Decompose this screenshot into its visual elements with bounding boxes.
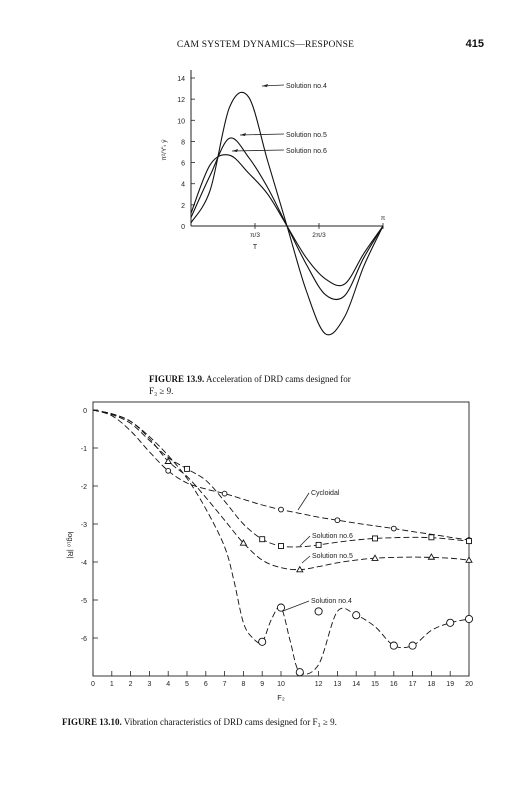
running-header: CAM SYSTEM DYNAMICS—RESPONSE bbox=[176, 40, 355, 50]
plot-frame bbox=[93, 402, 469, 676]
annotation-leader bbox=[302, 556, 310, 563]
series-annotation: Solution no.5 bbox=[286, 132, 327, 139]
x-tick-label: 18 bbox=[427, 681, 436, 688]
data-point bbox=[428, 554, 434, 559]
y-tick-label: 0 bbox=[83, 408, 87, 415]
annotation-leader bbox=[300, 536, 310, 546]
data-point bbox=[296, 669, 303, 676]
x-tick-label: 15 bbox=[371, 681, 379, 688]
data-point bbox=[260, 537, 265, 542]
series-annotation: Solution no.6 bbox=[286, 148, 327, 155]
x-tick-label: 3 bbox=[147, 681, 152, 688]
series-annotation: Solution no.4 bbox=[286, 83, 327, 90]
y-tick-label: -6 bbox=[80, 636, 87, 643]
x-tick-label: 2 bbox=[128, 681, 133, 688]
data-point bbox=[447, 619, 454, 626]
data-point bbox=[222, 491, 227, 496]
x-tick-label: 10 bbox=[277, 681, 285, 688]
series-annotation: Solution no.4 bbox=[311, 598, 352, 605]
data-point bbox=[390, 642, 397, 649]
x-tick-label: 12 bbox=[314, 681, 323, 688]
figure-13-9-caption bbox=[149, 373, 399, 397]
x-tick-label: 5 bbox=[185, 681, 189, 688]
data-point bbox=[409, 642, 416, 649]
series-annotation: Solution no.6 bbox=[312, 533, 353, 540]
y-tick-label: -1 bbox=[80, 446, 87, 453]
x-tick-label: 2π/3 bbox=[312, 232, 326, 239]
annotation-leader bbox=[298, 493, 309, 510]
data-point bbox=[429, 535, 434, 540]
figure-13-10-caption bbox=[62, 716, 482, 728]
y-tick-label: 12 bbox=[177, 97, 185, 105]
series-annotation: Cycloidal bbox=[311, 490, 340, 497]
data-point bbox=[372, 555, 378, 560]
x-tick-label: 9 bbox=[260, 681, 265, 688]
figure-13-10-text: Vibration characteristics of DRD cams designed for F₃ ≥ 9. bbox=[123, 717, 337, 727]
x-tick-label: 8 bbox=[241, 681, 246, 688]
y-axis-label: π²/Y'ₜ ÿ bbox=[161, 139, 168, 161]
x-tick-label: 17 bbox=[408, 681, 417, 688]
x-axis-label: T bbox=[252, 244, 258, 251]
figure-13-9-text-cont: F₃ ≥ 9. bbox=[149, 386, 174, 396]
x-tick-label: 19 bbox=[446, 681, 455, 688]
y-tick-label: -4 bbox=[80, 560, 87, 567]
series-annotation: Solution no.5 bbox=[312, 553, 353, 560]
y-tick-label: -5 bbox=[80, 598, 87, 605]
x-tick-label: 6 bbox=[203, 681, 208, 688]
y-tick-label: 8 bbox=[181, 139, 185, 147]
data-point bbox=[353, 612, 360, 619]
y-axis-label: log₁₀ |R| bbox=[66, 531, 75, 559]
data-point bbox=[277, 604, 284, 611]
figure-13-10-label: FIGURE 13.10. bbox=[62, 717, 122, 727]
data-point bbox=[279, 507, 284, 512]
data-point bbox=[467, 539, 472, 544]
series-line-1 bbox=[93, 410, 469, 540]
page-number: 415 bbox=[465, 38, 484, 50]
y-tick-label: 2 bbox=[181, 202, 185, 210]
x-axis-label: F₂ bbox=[277, 693, 285, 702]
data-point bbox=[259, 638, 266, 645]
x-tick-label: 20 bbox=[465, 681, 473, 688]
y-tick-label: 4 bbox=[181, 181, 185, 189]
figure-13-9-label: FIGURE 13.9. bbox=[149, 374, 205, 384]
data-point bbox=[279, 544, 284, 549]
series-line-2 bbox=[93, 410, 469, 547]
x-tick-label: 13 bbox=[333, 681, 342, 688]
x-tick-label: 14 bbox=[352, 681, 361, 688]
data-point bbox=[391, 526, 396, 531]
data-point bbox=[185, 466, 190, 471]
annotation-leader bbox=[283, 601, 309, 611]
x-tick-label: 1 bbox=[109, 681, 114, 688]
data-point bbox=[166, 468, 171, 473]
y-tick-label: -3 bbox=[80, 522, 87, 529]
x-tick-label: 0 bbox=[91, 681, 95, 688]
y-tick-label: 6 bbox=[181, 160, 185, 168]
data-point bbox=[466, 557, 472, 562]
x-tick-label: 16 bbox=[389, 681, 398, 688]
data-point bbox=[373, 536, 378, 541]
x-tick-label: 4 bbox=[166, 681, 171, 688]
y-tick-label: -2 bbox=[80, 484, 87, 491]
y-tick-label: 0 bbox=[181, 224, 185, 231]
x-tick-label: 7 bbox=[222, 681, 227, 688]
data-point bbox=[315, 608, 322, 615]
y-tick-label: 10 bbox=[177, 118, 185, 126]
figure-13-9-text: Acceleration of DRD cams designed for bbox=[206, 374, 351, 384]
data-point bbox=[465, 615, 472, 622]
series-line-4 bbox=[93, 410, 469, 674]
data-point bbox=[316, 542, 321, 547]
y-tick-label: 14 bbox=[177, 76, 185, 83]
x-tick-label: π bbox=[380, 215, 386, 222]
data-point bbox=[335, 518, 340, 523]
x-tick-label: π/3 bbox=[250, 232, 260, 239]
